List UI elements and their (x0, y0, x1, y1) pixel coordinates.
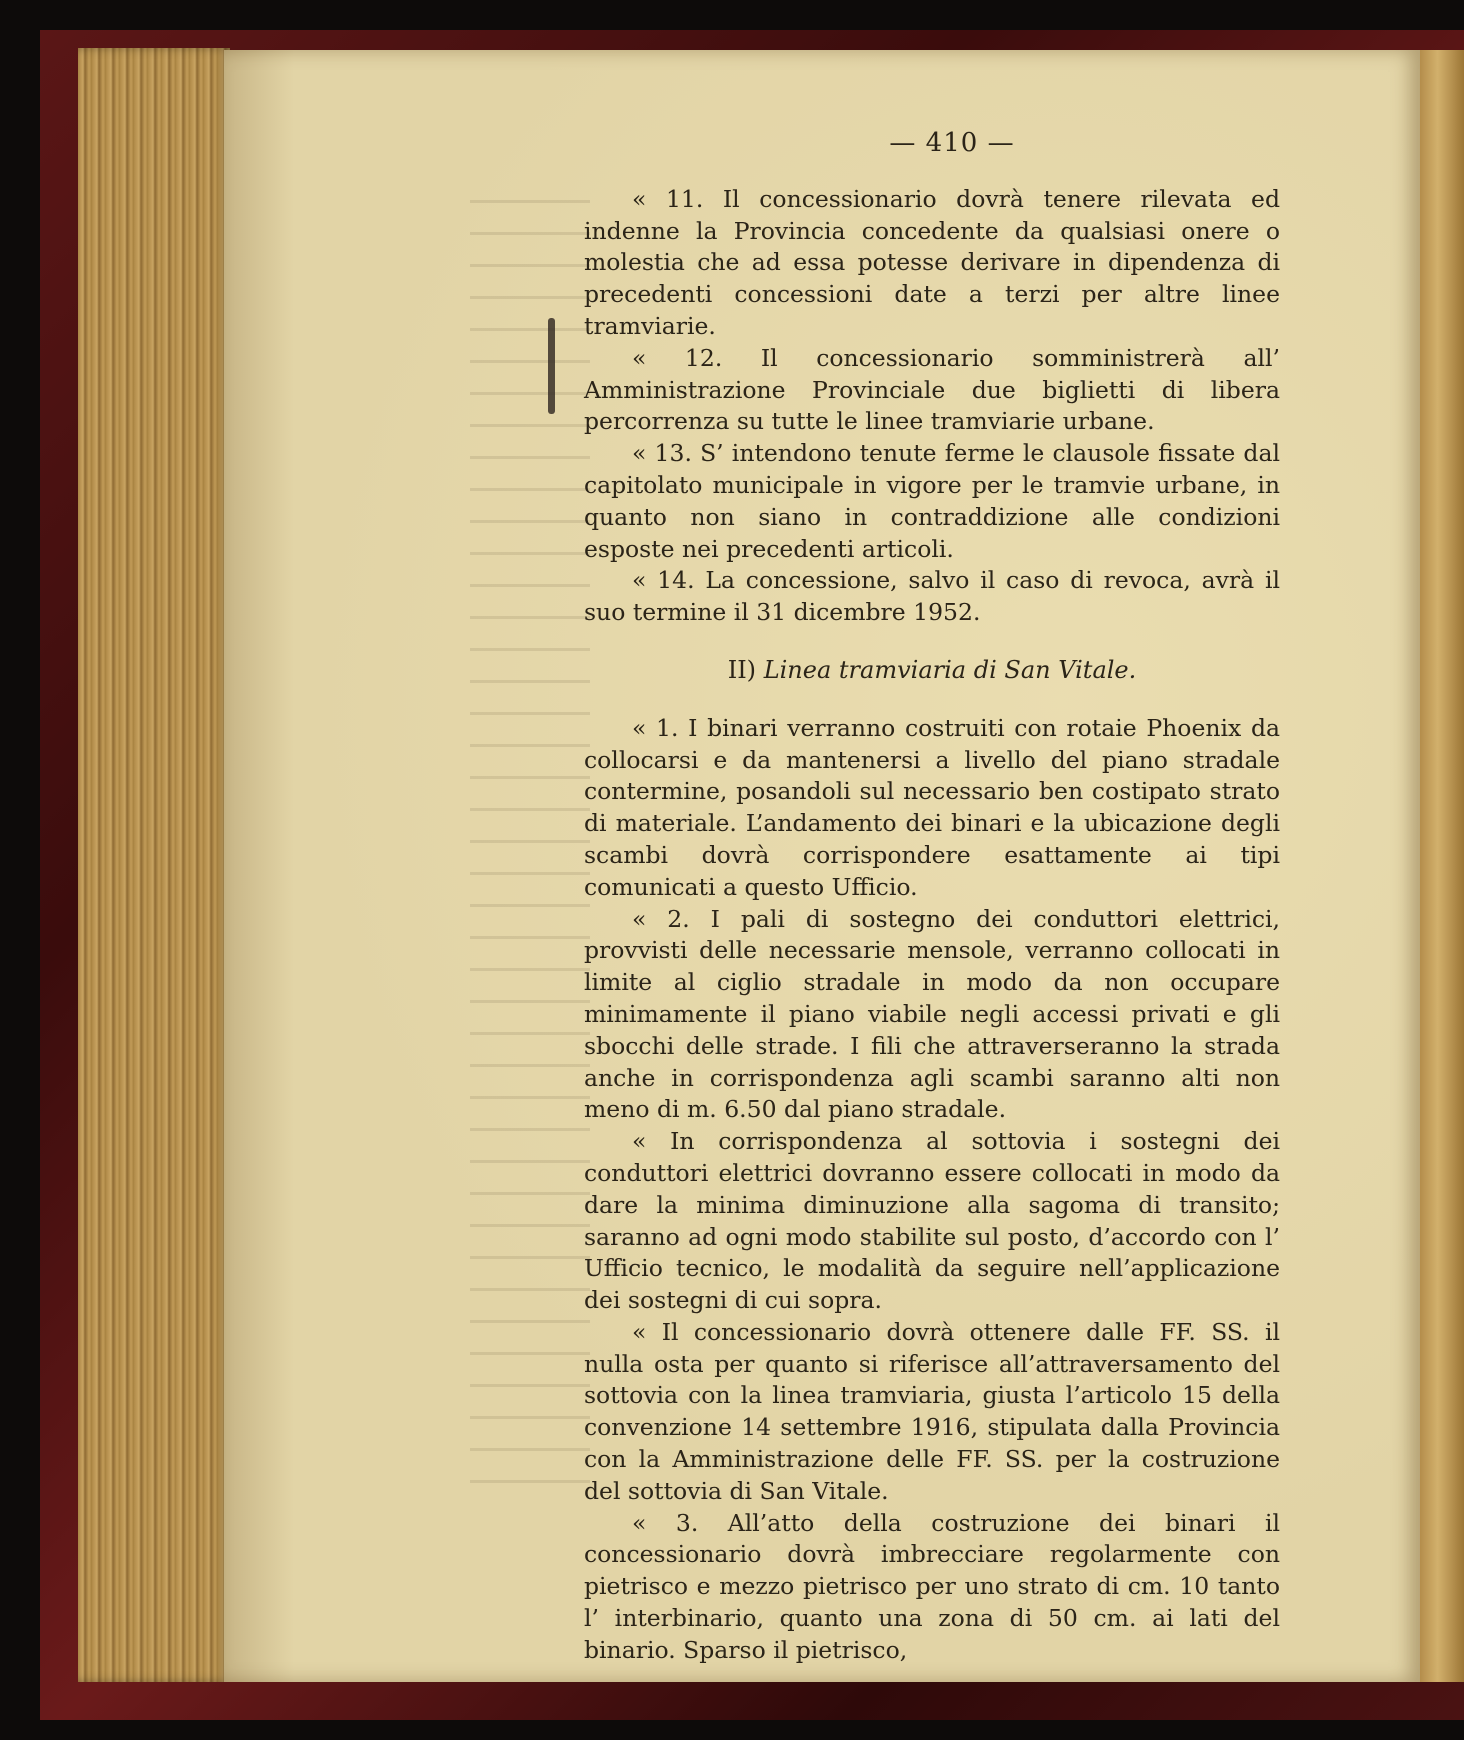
facing-page-edge (1420, 50, 1464, 1682)
section-number: II) (727, 655, 757, 684)
article-2: « 2. I pali di sostegno dei conduttori elettrici, provvisti delle necessarie mensole, verranno collocati in limite al ciglio stradale in modo da non occupare minimamente il piano viabile negli accessi privati e gli sbocchi delle strade. I fili che attraverseranno la strada anche in corrispondenza agli scambi saranno alti non meno di m. 6.50 dal piano stradale. (584, 904, 1280, 1124)
article-12: « 12. Il concessionario somministrerà all’ Amministrazione Provinciale due biglietti di libera percorrenza su tutte le linee tramviarie urbane. (584, 343, 1280, 436)
section-title: Linea tramviaria di San Vitale. (763, 655, 1137, 684)
article-13: « 13. S’ intendono tenute ferme le clausole fissate dal capitolato municipale in vigore per le tramvie urbane, in quanto non siano in contraddizione alle condizioni esposte nei precedenti articoli. (584, 439, 1280, 563)
article-1: « 1. I binari verranno costruiti con rotaie Phoenix da collocarsi e da mantenersi a livello del piano stradale contermine, posandoli sul necessario ben costipato strato di materiale. L’andamento dei binari e la ubicazione degli scambi dovrà corrispondere esattamente ai tipi comunicati a questo Ufficio. (584, 713, 1280, 901)
page-text (584, 128, 1280, 1667)
article-3: « 3. All’atto della costruzione dei binari il concessionario dovrà imbrecciare regolarmente con pietrisco e mezzo pietrisco per uno strato di cm. 10 tanto l’ interbinario, quanto una zona di 50 cm. ai lati del binario. Sparso il pietrisco, (584, 1508, 1280, 1664)
paragraph-nulla-osta: « Il concessionario dovrà ottenere dalle FF. SS. il nulla osta per quanto si riferisce all’attraversamento del sottovia con la linea tramviaria, giusta l’articolo 15 della convenzione 14 settembre 1916, stipulata dalla Provincia con la Amministrazione delle FF. SS. per la costruzione del sottovia di San Vitale. (584, 1317, 1280, 1505)
article-11: « 11. Il concessionario dovrà tenere rilevata ed indenne la Provincia concedente da qualsiasi onere o molestia che ad essa potesse derivare in dipendenza di precedenti concessioni date a terzi per altre linee tramviarie. (584, 184, 1280, 340)
article-14: « 14. La concessione, salvo il caso di revoca, avrà il suo termine il 31 dicembre 1952. (584, 566, 1280, 627)
page-number: — 410 — (889, 128, 1015, 158)
paragraph-sottovia: « In corrispondenza al sottovia i sostegni dei conduttori elettrici dovranno essere collocati in modo da dare la minima diminuzione alla sagoma di transito; saranno ad ogni modo stabilite sul posto, d’accordo con l’ Ufficio tecnico, le modalità da seguire nell’applicazione dei sostegni di cui sopra. (584, 1127, 1280, 1315)
margin-pencil-mark (548, 318, 555, 414)
section-heading (584, 655, 1280, 687)
page-edges (78, 48, 230, 1682)
show-through-text (470, 200, 590, 1500)
